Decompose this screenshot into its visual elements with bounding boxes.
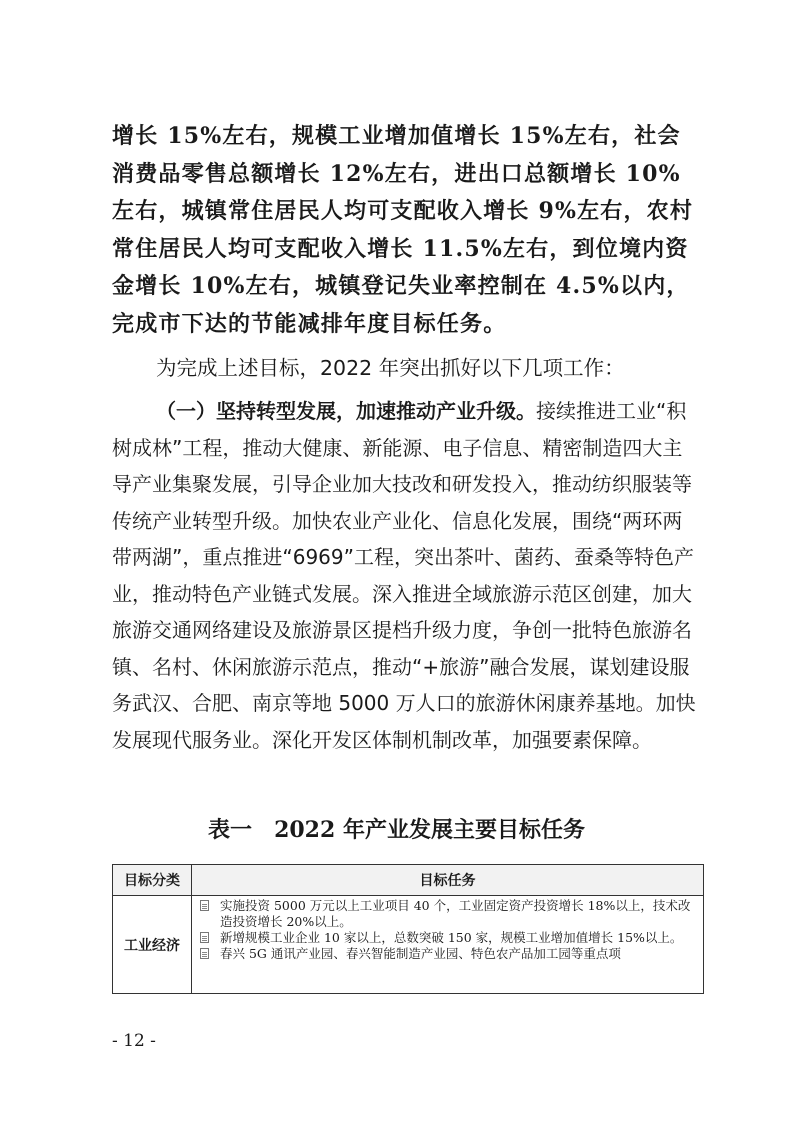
document-icon	[200, 900, 209, 911]
table-title: 2022 年产业发展主要目标任务	[274, 817, 585, 843]
document-icon	[200, 932, 209, 943]
table-label: 表一	[208, 817, 253, 843]
targets-continuation-paragraph: 增长 15%左右，规模工业增加值增长 15%左右，社会消费品零售总额增长 12%左右，进出口总额增长 10%左右，城镇常住居民人均可支配收入增长 9%左右，农村常住居民人均可支配收入增长 11.5%左右，到位境内资金增长 10%左右，城镇登记失业率控制在 4.5%以内，完成市下达的节能减排年度目标任务。	[112, 123, 694, 337]
page-number: - 12 -	[112, 1031, 156, 1051]
document-icon	[200, 948, 209, 959]
industry-targets-table	[112, 864, 704, 994]
section-one-paragraph	[112, 393, 702, 758]
task-item	[192, 930, 703, 946]
work-intro-line: 为完成上述目标，2022 年突出抓好以下几项工作：	[156, 356, 625, 380]
task-item	[192, 898, 703, 930]
row-category: 工业经济	[113, 896, 192, 994]
table-row	[113, 896, 704, 994]
section-one-heading: （一）坚持转型发展，加速推动产业升级。	[156, 399, 536, 423]
task-text: 春兴 5G 通讯产业园、春兴智能制造产业园、特色农产品加工园等重点项	[220, 946, 621, 961]
header-tasks: 目标任务	[192, 865, 704, 896]
section-one-body: 接续推进工业“积树成林”工程，推动大健康、新能源、电子信息、精密制造四大主导产业集聚发展，引导企业加大技改和研发投入，推动纺织服装等传统产业转型升级。加快农业产业化、信息化发展，围绕“两环两带两湖”，重点推进“6969”工程，突出茶叶、菌药、蚕桑等特色产业，推动特色产业链式发展。深入推进全域旅游示范区创建，加大旅游交通网络建设及旅游景区提档升级力度，争创一批特色旅游名镇、名村、休闲旅游示范点，推动“+旅游”融合发展，谋划建设服务武汉、合肥、南京等地 5000 万人口的旅游休闲康养基地。加快发展现代服务业。深化开发区体制机制改革，加强要素保障。	[112, 399, 696, 752]
table-header-row	[113, 865, 704, 896]
task-text: 新增规模工业企业 10 家以上，总数突破 150 家，规模工业增加值增长 15%以上。	[220, 930, 683, 945]
row-tasks	[192, 896, 704, 994]
task-text: 实施投资 5000 万元以上工业项目 40 个，工业固定资产投资增长 18%以上，技术改造投资增长 20%以上。	[220, 898, 691, 929]
task-item	[192, 946, 703, 962]
table-caption	[0, 812, 793, 848]
header-category: 目标分类	[113, 865, 192, 896]
